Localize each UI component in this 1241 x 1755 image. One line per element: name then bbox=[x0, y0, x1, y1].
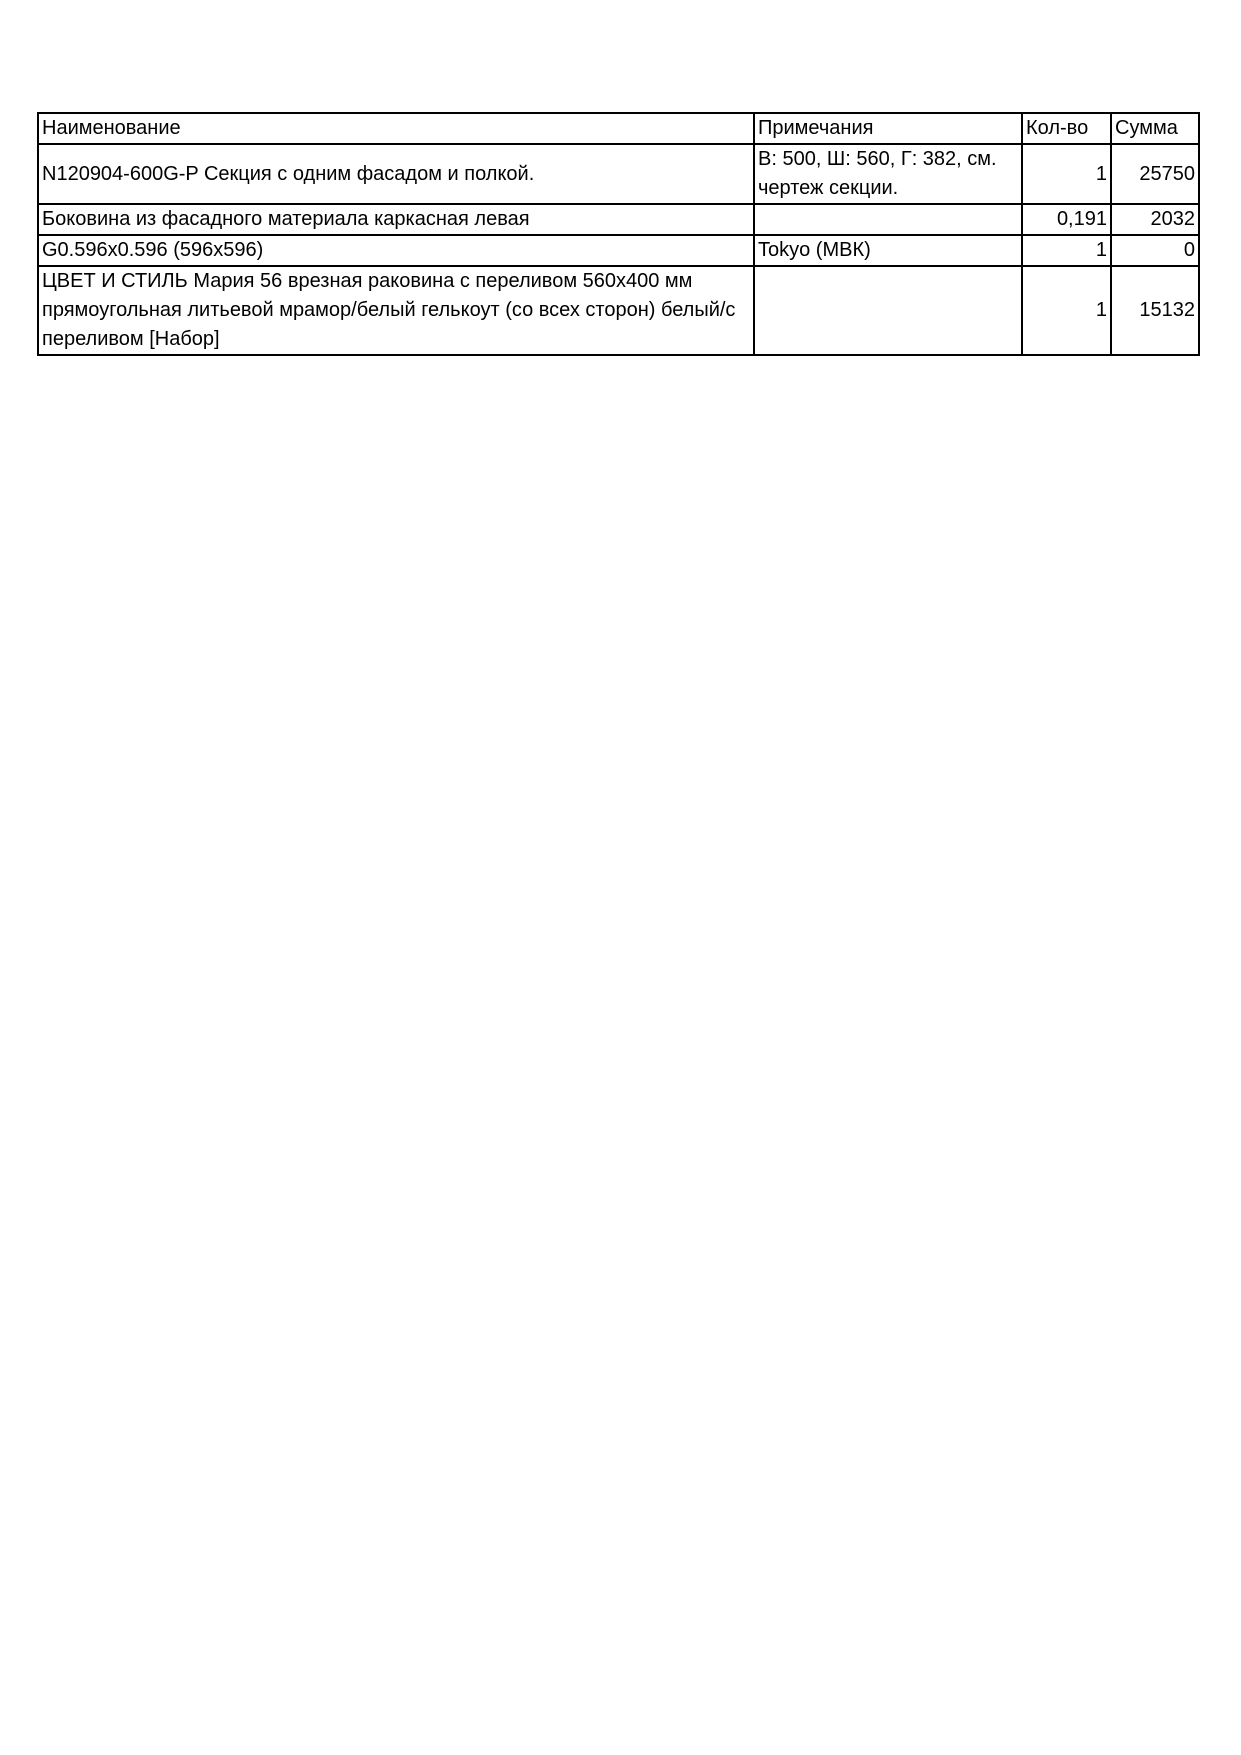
specification-table bbox=[37, 112, 1200, 356]
table-row bbox=[38, 144, 1199, 204]
table-row bbox=[38, 266, 1199, 355]
cell-name: ЦВЕТ И СТИЛЬ Мария 56 врезная раковина с переливом 560х400 мм прямоугольная литьевой мрамор/белый гелькоут (со всех сторон) белый/с переливом [Набор] bbox=[38, 266, 754, 355]
cell-sum: 0 bbox=[1111, 235, 1199, 266]
header-note: Примечания bbox=[754, 113, 1022, 144]
table-header-row bbox=[38, 113, 1199, 144]
cell-note bbox=[754, 266, 1022, 355]
cell-qty: 1 bbox=[1022, 266, 1111, 355]
cell-sum: 15132 bbox=[1111, 266, 1199, 355]
header-sum: Сумма bbox=[1111, 113, 1199, 144]
cell-sum: 25750 bbox=[1111, 144, 1199, 204]
cell-qty: 1 bbox=[1022, 235, 1111, 266]
cell-name: Боковина из фасадного материала каркасная левая bbox=[38, 204, 754, 235]
cell-qty: 1 bbox=[1022, 144, 1111, 204]
cell-qty: 0,191 bbox=[1022, 204, 1111, 235]
cell-sum: 2032 bbox=[1111, 204, 1199, 235]
header-name: Наименование bbox=[38, 113, 754, 144]
cell-note: Tokyo (МВК) bbox=[754, 235, 1022, 266]
cell-note: В: 500, Ш: 560, Г: 382, см. чертеж секции. bbox=[754, 144, 1022, 204]
header-qty: Кол-во bbox=[1022, 113, 1111, 144]
table-row bbox=[38, 204, 1199, 235]
cell-name: G0.596x0.596 (596x596) bbox=[38, 235, 754, 266]
table-row bbox=[38, 235, 1199, 266]
cell-note bbox=[754, 204, 1022, 235]
cell-name: N120904-600G-P Секция с одним фасадом и полкой. bbox=[38, 144, 754, 204]
